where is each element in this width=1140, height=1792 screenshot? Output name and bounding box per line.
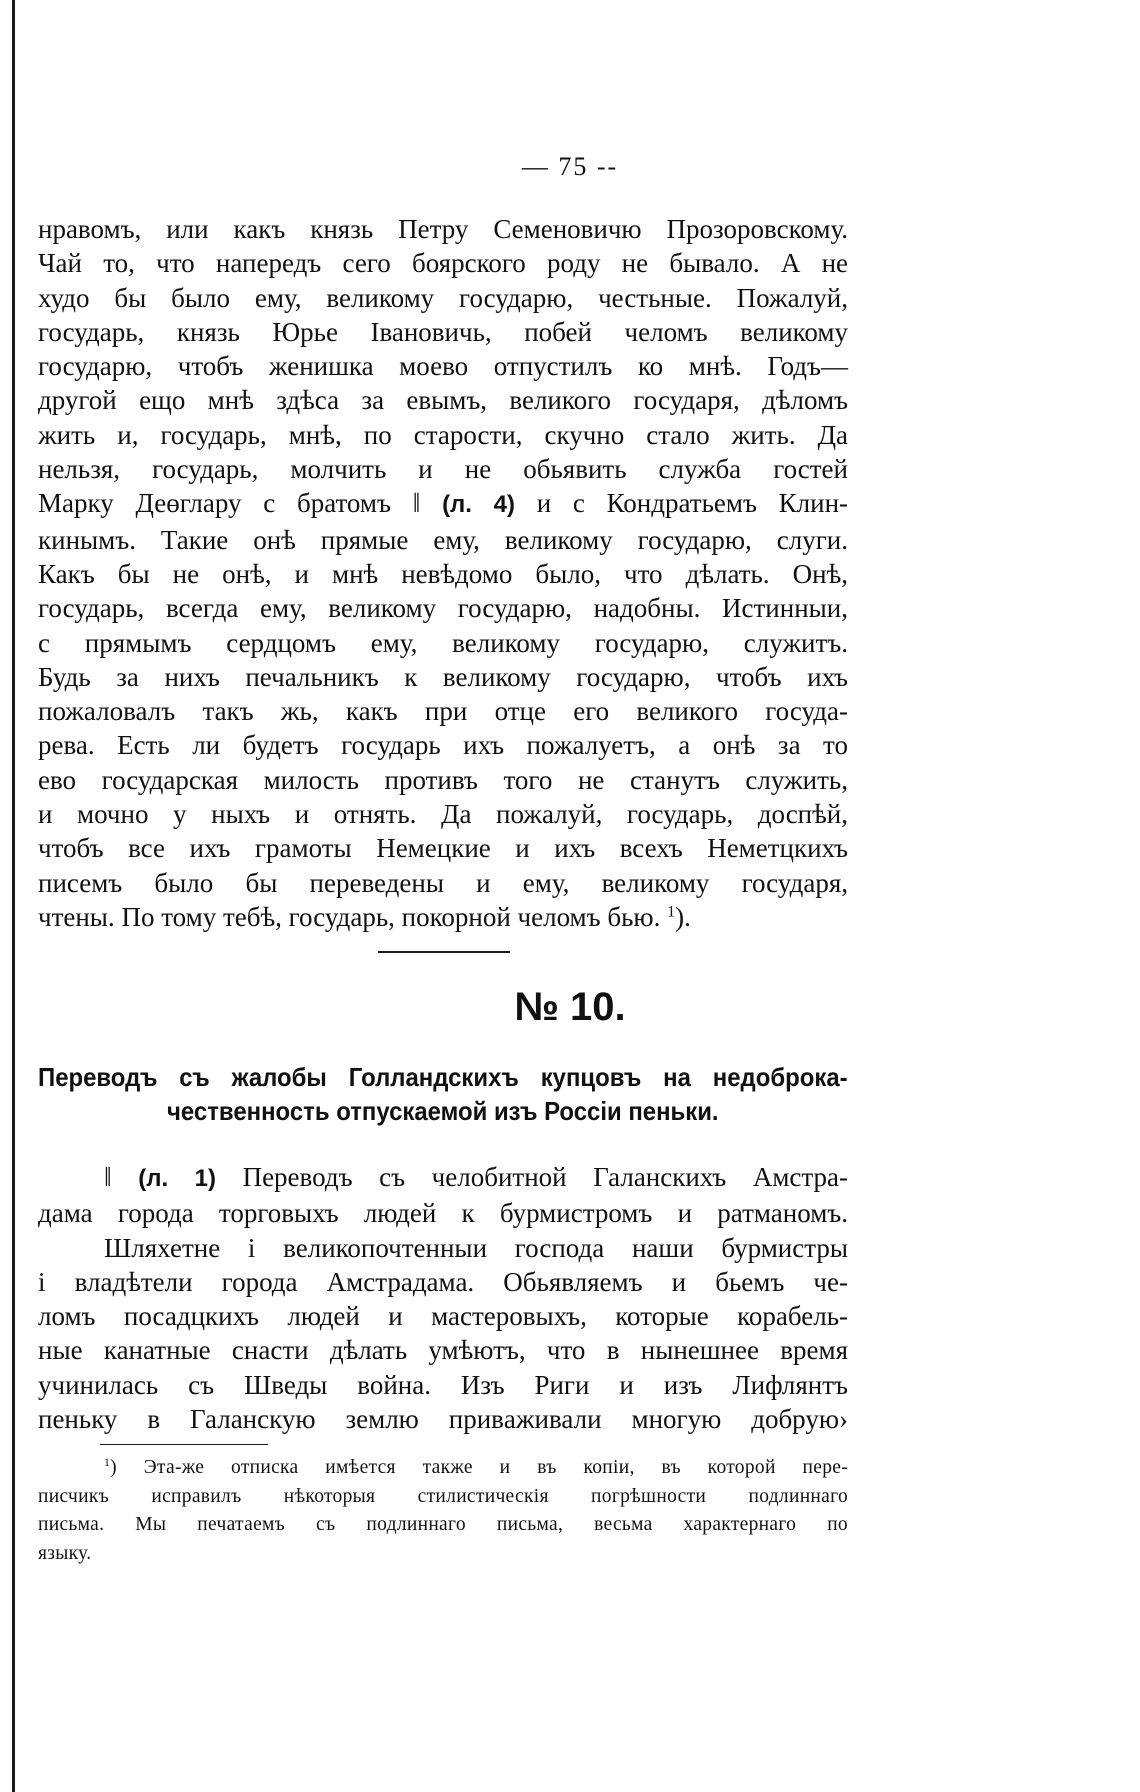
- footnote-marker: 1: [104, 1455, 111, 1469]
- text-line: худо бы было ему, великому государю, честьные. Пожалуй,: [38, 282, 848, 313]
- section-separator: [378, 951, 510, 953]
- footnote-line: [38, 1454, 848, 1483]
- text-line: і владѣтели города Амстрадама. Обьявляемъ и бьемъ че-: [38, 1266, 848, 1297]
- text-line: Чай то, что напередъ сего боярского роду не бывало. А не: [38, 248, 848, 279]
- document-number: № 10.: [514, 985, 626, 1029]
- folio-reference: (л. 4): [442, 491, 515, 519]
- text-line: рева. Есть ли будетъ государь ихъ пожалуетъ, а онѣ за то: [38, 730, 848, 761]
- text-line: Шляхетне і великопочтенныи господа наши бурмистры: [104, 1232, 848, 1263]
- text-line: нельзя, государь, молчить и не обьявить служба гостей: [38, 454, 848, 485]
- footnote: [38, 1454, 848, 1568]
- text-fragment: и с Кондратьемъ Клин-: [536, 488, 849, 519]
- text-line: учинилась съ Шведы война. Изъ Риги и изъ Лифлянтъ: [38, 1369, 848, 1400]
- text-line: нравомъ, или какъ князь Петру Семеновичю Прозоровскому.: [38, 214, 848, 244]
- text-line: ломъ посадцкихъ людей и мастеровыхъ, которые корабель-: [38, 1301, 848, 1332]
- text-fragment: Марку Деөглару с братомъ: [38, 488, 391, 519]
- text-fragment: Переводъ съ челобитной Галанскихъ Амстра-: [242, 1162, 849, 1192]
- text-line: [38, 900, 848, 934]
- text-line: писемъ было бы переведены и ему, великому государя,: [38, 867, 848, 898]
- page-break-mark: ‖: [412, 488, 421, 519]
- text-line: [38, 1160, 848, 1196]
- text-line: государь, всегда ему, великому государю, надобны. Истинныи,: [38, 593, 848, 624]
- text-line: государю, чтобъ женишка моево отпустилъ ко мнѣ. Годъ—: [38, 351, 848, 382]
- text-line: чтобъ все ихъ грамоты Немецкие и ихъ всехъ Неметцкихъ: [38, 833, 848, 864]
- text-line: Будь за нихъ печальникъ к великому государю, чтобъ ихъ: [38, 661, 848, 692]
- text-line: и мочно у ныхъ и отнять. Да пожалуй, государь, доспѣй,: [38, 799, 848, 830]
- text-fragment: чтены. По тому тебѣ, государь, покорной челомъ бью.: [38, 901, 661, 932]
- text-line: кинымъ. Такие онѣ прямые ему, великому государю, слуги.: [38, 524, 848, 555]
- text-fragment: ).: [675, 901, 691, 932]
- footnote-marker: 1: [667, 902, 676, 921]
- text-line: другой ещо мнѣ здѣса за евымъ, великого государя, дѣломъ: [38, 385, 848, 416]
- translation-text-block: [38, 1160, 848, 1436]
- footnote-line: писчикъ исправилъ нѣкоторыя стилистическія погрѣшности подлиннаго: [38, 1485, 848, 1507]
- text-fragment: ) Эта-же отписка имѣется также и въ копіи, въ которой пере-: [110, 1457, 848, 1478]
- letter-text-block: [38, 212, 848, 934]
- text-line: пеньку в Галанскую землю привaживали многую добрую›: [38, 1404, 848, 1435]
- document-title: [38, 1060, 848, 1128]
- page-edge-line: [12, 0, 15, 1792]
- text-line: с прямымъ сердцомъ ему, великому государю, служитъ.: [38, 627, 848, 658]
- text-line: государь, князь Юрье Івановичь, побей челомъ великому: [38, 316, 848, 347]
- page-break-mark: ‖: [104, 1162, 112, 1192]
- footnote-rule: [100, 1444, 268, 1445]
- text-line: пожаловалъ такъ жь, какъ при отце его великого госуда-: [38, 696, 848, 727]
- text-line: ные канатные снасти дѣлать умѣютъ, что в нынешнее время: [38, 1335, 848, 1366]
- text-line: жить и, государь, мнѣ, по старости, скучно стало жить. Да: [38, 419, 848, 450]
- folio-reference: (л. 1): [138, 1165, 216, 1192]
- page-number: — 75 --: [521, 152, 619, 181]
- text-line: дама города торговыхъ людей к бурмистромъ и ратманомъ.: [38, 1198, 848, 1229]
- document-title-line: Переводъ съ жалобы Голландскихъ купцовъ на недоброка-: [38, 1062, 848, 1092]
- document-title-line: чественность отпускаемой изъ Россіи пеньки.: [167, 1096, 719, 1126]
- text-line: [38, 486, 848, 522]
- footnote-line: языку.: [38, 1542, 92, 1564]
- text-line: Какъ бы не онѣ, и мнѣ невѣдомо было, что дѣлать. Онѣ,: [38, 558, 848, 589]
- text-line: ево государская милость противъ того не станутъ служить,: [38, 764, 848, 795]
- footnote-line: письма. Мы печатаемъ съ подлиннаго письма, весьма характернаго по: [38, 1514, 848, 1535]
